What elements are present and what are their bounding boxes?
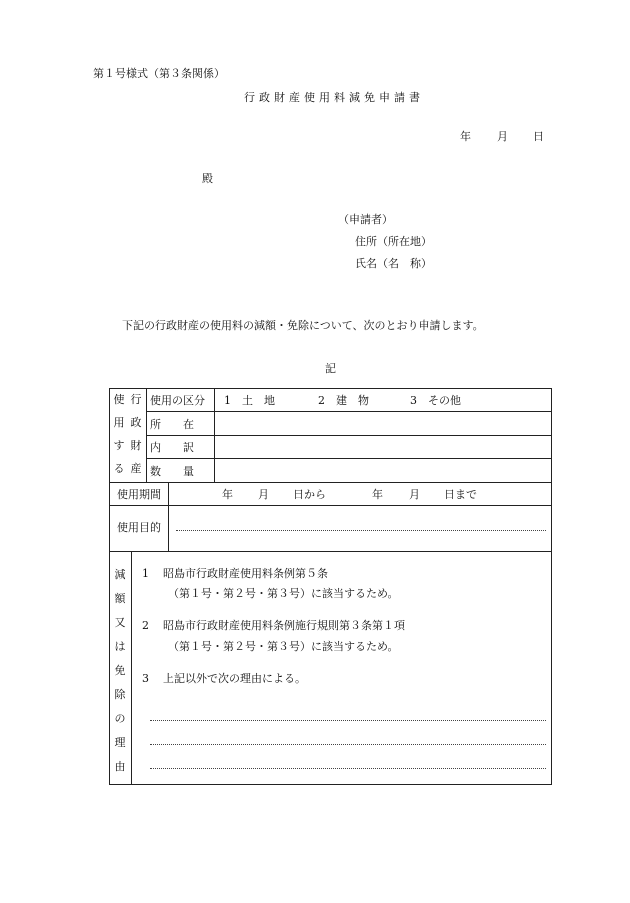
property-group-char: 用 — [113, 416, 125, 429]
ki-heading: 記 — [325, 362, 336, 375]
period-to-year: 年 — [372, 488, 383, 501]
classification-option-other[interactable]: 3 その他 — [410, 394, 461, 407]
breakdown-label: 内 訳 — [150, 441, 194, 454]
reason-item-1-number: 1 — [142, 567, 149, 580]
reason-label-char: の — [114, 712, 126, 725]
applicant-label: （申請者） — [338, 213, 393, 226]
applicant-address-label: 住所（所在地） — [355, 235, 432, 248]
date-field — [460, 130, 544, 143]
reason-item-2-text[interactable]: 昭島市行政財産使用料条例施行規則第３条第１項 — [163, 619, 405, 632]
quantity-value[interactable] — [216, 460, 550, 480]
classification-option-building[interactable]: 2 建 物 — [318, 394, 369, 407]
property-group-label-col1 — [112, 394, 126, 474]
page-title: 行政財産使用料減免申請書 — [244, 91, 424, 104]
period-label: 使用期間 — [117, 488, 161, 501]
classification-option-land[interactable]: 1 土 地 — [224, 394, 275, 407]
application-table — [109, 388, 552, 785]
location-label: 所 在 — [150, 418, 194, 431]
reason-label-char: は — [114, 640, 126, 653]
property-group-char: す — [113, 439, 125, 452]
reason-label-char: 減 — [114, 568, 126, 581]
period-to-day: 日まで — [444, 488, 477, 501]
property-group-char: 財 — [130, 439, 142, 452]
property-group-char: る — [113, 462, 125, 475]
addressee-suffix: 殿 — [202, 172, 213, 185]
period-from-day: 日から — [293, 488, 326, 501]
reason-label-char: 又 — [114, 616, 126, 629]
period-to-month: 月 — [409, 488, 420, 501]
reason-item-3-number: 3 — [142, 672, 149, 685]
reason-input-line-3[interactable] — [150, 768, 546, 769]
classification-label: 使用の区分 — [150, 394, 205, 407]
reason-item-3-text[interactable]: 上記以外で次の理由による。 — [163, 672, 306, 685]
reason-label-char: 除 — [114, 688, 126, 701]
property-group-char: 使 — [113, 393, 125, 406]
applicant-name-label: 氏名（名 称） — [355, 257, 432, 270]
property-group-char: 政 — [130, 416, 142, 429]
purpose-input-line[interactable] — [176, 530, 546, 531]
reason-item-2-subtext: （第１号・第２号・第３号）に該当するため。 — [168, 640, 399, 653]
reason-input-line-2[interactable] — [150, 744, 546, 745]
purpose-label: 使用目的 — [117, 521, 161, 534]
body-text: 下記の行政財産の使用料の減額・免除について、次のとおり申請します。 — [122, 319, 484, 332]
reason-label-char: 額 — [114, 592, 126, 605]
property-group-char: 産 — [130, 462, 142, 475]
reason-item-1-subtext: （第１号・第２号・第３号）に該当するため。 — [168, 587, 399, 600]
reason-item-2-number: 2 — [142, 619, 149, 632]
period-from-year: 年 — [222, 488, 233, 501]
reason-item-1-text[interactable]: 昭島市行政財産使用料条例第５条 — [163, 567, 328, 580]
property-group-label-col2 — [129, 394, 143, 474]
breakdown-value[interactable] — [216, 437, 550, 457]
date-month-label: 月 — [497, 130, 508, 143]
form-number: 第１号様式（第３条関係） — [93, 67, 225, 80]
period-from-month: 月 — [258, 488, 269, 501]
location-value[interactable] — [216, 413, 550, 433]
reason-label — [113, 569, 127, 772]
date-year-label: 年 — [460, 130, 471, 143]
reason-label-char: 理 — [114, 736, 126, 749]
reason-label-char: 免 — [114, 664, 126, 677]
date-day-label: 日 — [533, 130, 544, 143]
quantity-label: 数 量 — [150, 465, 194, 478]
property-group-char: 行 — [130, 393, 142, 406]
reason-label-char: 由 — [114, 760, 126, 773]
reason-input-line-1[interactable] — [150, 720, 546, 721]
